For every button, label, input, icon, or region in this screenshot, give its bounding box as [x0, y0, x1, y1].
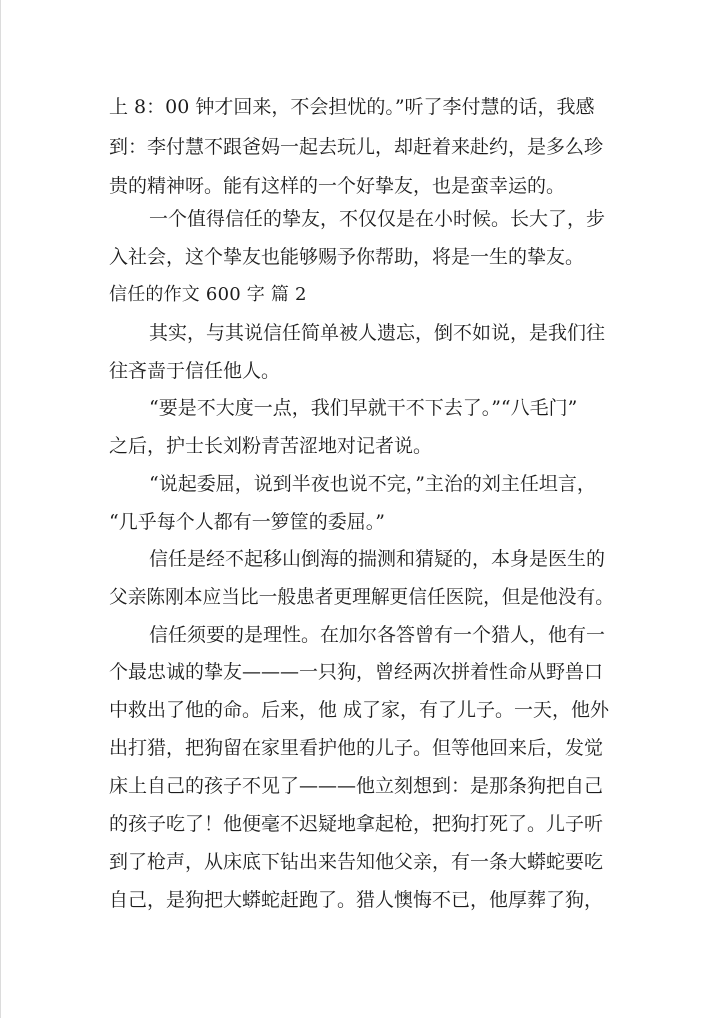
text-line: 贵的精神呀。能有这样的一个好挚友，也是蛮幸运的。 — [109, 175, 566, 197]
text-line: 信任是经不起移山倒海的揣测和猜疑的，本身是医生的 — [149, 548, 606, 570]
text-line: 到了枪声，从床底下钻出来告知他父亲，有一条大蟒蛇要吃 — [109, 851, 604, 873]
text-line: 上 8：00 钟才回来，不会担忧的。”听了李付慧的话，我感 — [109, 96, 595, 118]
text-line: 一个值得信任的挚友，不仅仅是在小时候。长大了，步 — [149, 208, 606, 230]
text-line: 出打猎，把狗留在家里看护他的儿子。但等他回来后，发觉 — [109, 737, 604, 759]
text-line: 床上自己的孩子不见了———他立刻想到：是那条狗把自己 — [109, 775, 604, 797]
text-line: 到：李付慧不跟爸妈一起去玩儿，却赶着来赴约，是多么珍 — [109, 136, 604, 158]
text-line: 其实，与其说信任简单被人遗忘，倒不如说，是我们往 — [149, 322, 606, 344]
section-heading: 信任的作文 600 字 篇 2 — [109, 284, 307, 305]
text-line: 自己，是狗把大蟒蛇赶跑了。猎人懊悔不已，他厚葬了狗， — [109, 889, 604, 911]
text-line: 的孩子吃了！他便毫不迟疑地拿起枪，把狗打死了。儿子听 — [109, 813, 604, 835]
text-line: “要是不大度一点，我们早就干不下去了。”“八毛门” — [149, 397, 578, 419]
text-line: “几乎每个人都有一箩筐的委屈。” — [109, 511, 385, 533]
text-line: 信任须要的是理性。在加尔各答曾有一个猎人，他有一 — [149, 624, 606, 646]
text-line: 中救出了他的命。后来，他 成了家，有了儿子。一天，他外 — [109, 699, 610, 721]
text-line: 个最忠诚的挚友———一只狗，曾经两次拼着性命从野兽口 — [109, 661, 604, 683]
text-line: 往吝啬于信任他人。 — [109, 360, 281, 382]
text-line: 父亲陈刚本应当比一般患者更理解更信任医院，但是他没有。 — [109, 586, 615, 608]
text-line: “说起委屈，说到半夜也说不完，”主治的刘主任坦言， — [149, 473, 596, 495]
text-line: 入社会，这个挚友也能够赐予你帮助，将是一生的挚友。 — [109, 246, 585, 268]
text-line: 之后，护士长刘粉青苦涩地对记者说。 — [109, 435, 433, 457]
